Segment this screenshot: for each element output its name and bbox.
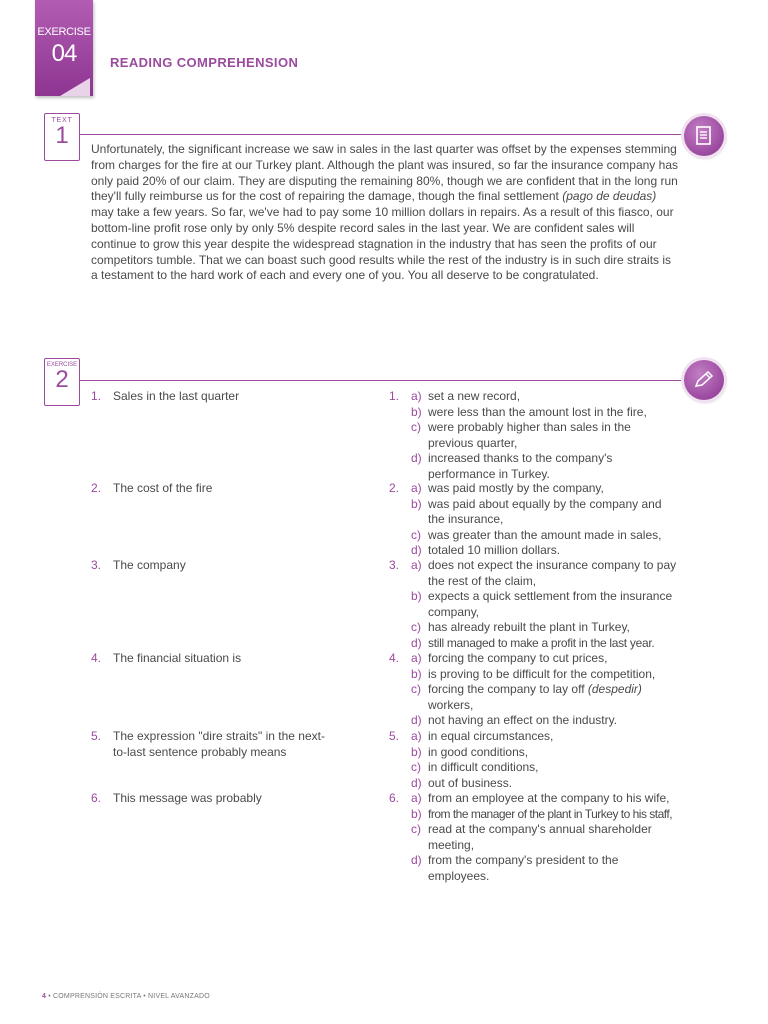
- document-icon: [684, 116, 724, 156]
- option-item[interactable]: [389, 745, 678, 761]
- option-text: in good conditions,: [428, 744, 529, 759]
- option-letter: b): [411, 666, 422, 681]
- option-text: was paid mostly by the company,: [428, 481, 604, 495]
- option-question-number: 1.: [389, 389, 400, 403]
- option-text: totaled 10 million dollars.: [428, 543, 561, 557]
- option-text: was paid about equally by the company and the insurance,: [428, 496, 662, 526]
- option-item[interactable]: [389, 389, 678, 405]
- option-text: from the manager of the plant in Turkey to his staff,: [428, 806, 673, 821]
- option-letter: c): [411, 760, 421, 774]
- pencil-icon: [684, 360, 724, 400]
- options-group: [389, 651, 678, 729]
- exercise-box-label: EXERCISE: [46, 362, 78, 368]
- option-letter: a): [411, 481, 422, 495]
- option-letter: a): [411, 651, 422, 665]
- option-item[interactable]: [389, 589, 678, 620]
- option-letter: d): [411, 543, 422, 557]
- option-item[interactable]: [389, 853, 698, 884]
- question-number: 4.: [91, 651, 102, 665]
- option-text-wrapper: [428, 682, 678, 713]
- option-letter: b): [411, 744, 422, 759]
- section-title: READING COMPREHENSION: [110, 55, 299, 70]
- option-text: was greater than the amount made in sales,: [428, 527, 662, 542]
- option-text: has already rebuilt the plant in Turkey,: [428, 620, 630, 634]
- exercise-box-number: 2: [55, 366, 69, 393]
- option-text: is proving to be difficult for the competition,: [428, 666, 656, 681]
- footer-text: • COMPRENSIÓN ESCRITA • NIVEL AVANZADO: [46, 993, 210, 1000]
- question-number: 1.: [91, 389, 102, 403]
- option-text: out of business.: [428, 775, 513, 790]
- option-text: forcing the company to lay off: [428, 682, 588, 696]
- option-text-after: workers,: [428, 697, 474, 712]
- question-number: 6.: [91, 791, 102, 805]
- option-letter: d): [411, 853, 422, 867]
- option-letter: b): [411, 806, 422, 821]
- option-item[interactable]: [389, 822, 698, 853]
- option-text: set a new record,: [428, 389, 521, 403]
- reading-text: [91, 142, 681, 284]
- question-text: Sales in the last quarter: [113, 389, 240, 403]
- text-number-box: [44, 113, 80, 161]
- text-box-number: 1: [55, 122, 69, 149]
- option-letter: b): [411, 496, 422, 511]
- option-item[interactable]: [389, 682, 678, 713]
- reading-text-part-1: Unfortunately, the significant increase we saw in sales in the last quarter was offset by the expenses stemming from charges for the fire at our Turkey plant. Although the plant was insured, so far the insurance company has only paid 20% of our claim. They are disputing the remaining 80%, though we are confident that in the long run they'll fully reimburse us for the cost of repairing the damage, though the final settlement: [91, 142, 678, 204]
- option-letter: d): [411, 635, 422, 650]
- options-group: [389, 481, 678, 559]
- option-question-number: 4.: [389, 651, 400, 665]
- options-group: [389, 729, 678, 791]
- exercise-number-box: [44, 358, 80, 406]
- options-group: [389, 791, 698, 884]
- question-number: 5.: [91, 729, 102, 743]
- option-question-number: 2.: [389, 481, 400, 495]
- option-letter: c): [411, 620, 421, 634]
- option-letter: b): [411, 404, 422, 419]
- option-item[interactable]: [389, 729, 678, 745]
- reading-text-part-2: may take a few years. So far, we've had to pay some 10 million dollars in repairs. As a result of this fiasco, our bottom-line profit rose only by only 5% despite record sales in the last year. We are confident sales will continue to grow this year despite the widespread stagnation in the industry that has seen the profits of our competitors tumble. That we can boast such good results while the rest of the industry is in such dire straits is a testament to the hard work of each and every one of you. You all deserve to be congratulated.: [91, 205, 674, 283]
- option-text: from an employee at the company to his wife,: [428, 791, 670, 805]
- option-item[interactable]: [389, 807, 698, 823]
- exercise-divider: [80, 380, 685, 381]
- option-text-gloss: (despedir): [587, 682, 642, 696]
- text-box-label: TEXT: [51, 117, 73, 124]
- option-item[interactable]: [389, 481, 678, 497]
- page-curl-decoration: [60, 78, 90, 96]
- option-item[interactable]: [389, 651, 678, 667]
- option-text: were probably higher than sales in the previous quarter,: [428, 420, 631, 450]
- question-text: The expression "dire straits" in the next-to-last sentence probably means: [113, 729, 325, 759]
- option-letter: c): [411, 682, 421, 696]
- exercise-tab-label: EXERCISE: [37, 26, 91, 38]
- option-letter: d): [411, 451, 422, 465]
- option-letter: c): [411, 527, 421, 542]
- option-item[interactable]: [389, 620, 678, 636]
- question-text: The cost of the fire: [113, 481, 213, 495]
- option-letter: a): [411, 389, 422, 403]
- option-text: in equal circumstances,: [428, 729, 554, 743]
- option-question-number: 6.: [389, 791, 400, 805]
- option-letter: d): [411, 775, 422, 790]
- option-item[interactable]: [389, 791, 698, 807]
- option-letter: d): [411, 713, 422, 727]
- question-text: This message was probably: [113, 791, 262, 805]
- option-text: does not expect the insurance company to pay the rest of the claim,: [428, 558, 677, 588]
- option-item[interactable]: [389, 528, 678, 544]
- page-number: 4: [42, 993, 47, 1000]
- option-item[interactable]: [389, 713, 678, 729]
- exercise-tab-number: 04: [51, 40, 77, 67]
- option-text: were less than the amount lost in the fire,: [428, 404, 647, 419]
- option-text: forcing the company to cut prices,: [428, 651, 608, 665]
- option-text: still managed to make a profit in the last year.: [428, 635, 655, 650]
- option-text: not having an effect on the industry.: [428, 713, 618, 727]
- option-letter: a): [411, 558, 422, 572]
- question-number: 3.: [91, 558, 102, 572]
- options-group: [389, 389, 678, 482]
- option-item[interactable]: [389, 760, 678, 776]
- option-question-number: 5.: [389, 729, 400, 743]
- question-number: 2.: [91, 481, 102, 495]
- option-text: increased thanks to the company's performance in Turkey.: [428, 451, 613, 481]
- option-item[interactable]: [389, 558, 678, 589]
- option-item[interactable]: [389, 543, 678, 559]
- option-text: from the company's president to the employees.: [428, 853, 619, 883]
- page-footer: [42, 993, 210, 1000]
- option-text: in difficult conditions,: [428, 760, 539, 774]
- option-letter: a): [411, 729, 422, 743]
- options-group: [389, 558, 678, 651]
- question-text: The financial situation is: [113, 651, 242, 665]
- option-item[interactable]: [389, 636, 678, 652]
- option-item[interactable]: [389, 497, 678, 528]
- option-letter: c): [411, 822, 421, 836]
- option-text: read at the company's annual shareholder meeting,: [428, 822, 652, 852]
- reading-text-gloss: (pago de deudas): [562, 189, 657, 204]
- option-letter: b): [411, 589, 422, 603]
- text-divider: [80, 134, 685, 135]
- option-item[interactable]: [389, 451, 678, 482]
- option-item[interactable]: [389, 667, 678, 683]
- option-item[interactable]: [389, 405, 678, 421]
- option-item[interactable]: [389, 420, 678, 451]
- option-letter: a): [411, 791, 422, 805]
- question-text: The company: [113, 558, 186, 572]
- option-text: expects a quick settlement from the insurance company,: [428, 589, 673, 619]
- option-item[interactable]: [389, 776, 678, 792]
- option-question-number: 3.: [389, 558, 400, 572]
- option-letter: c): [411, 420, 421, 434]
